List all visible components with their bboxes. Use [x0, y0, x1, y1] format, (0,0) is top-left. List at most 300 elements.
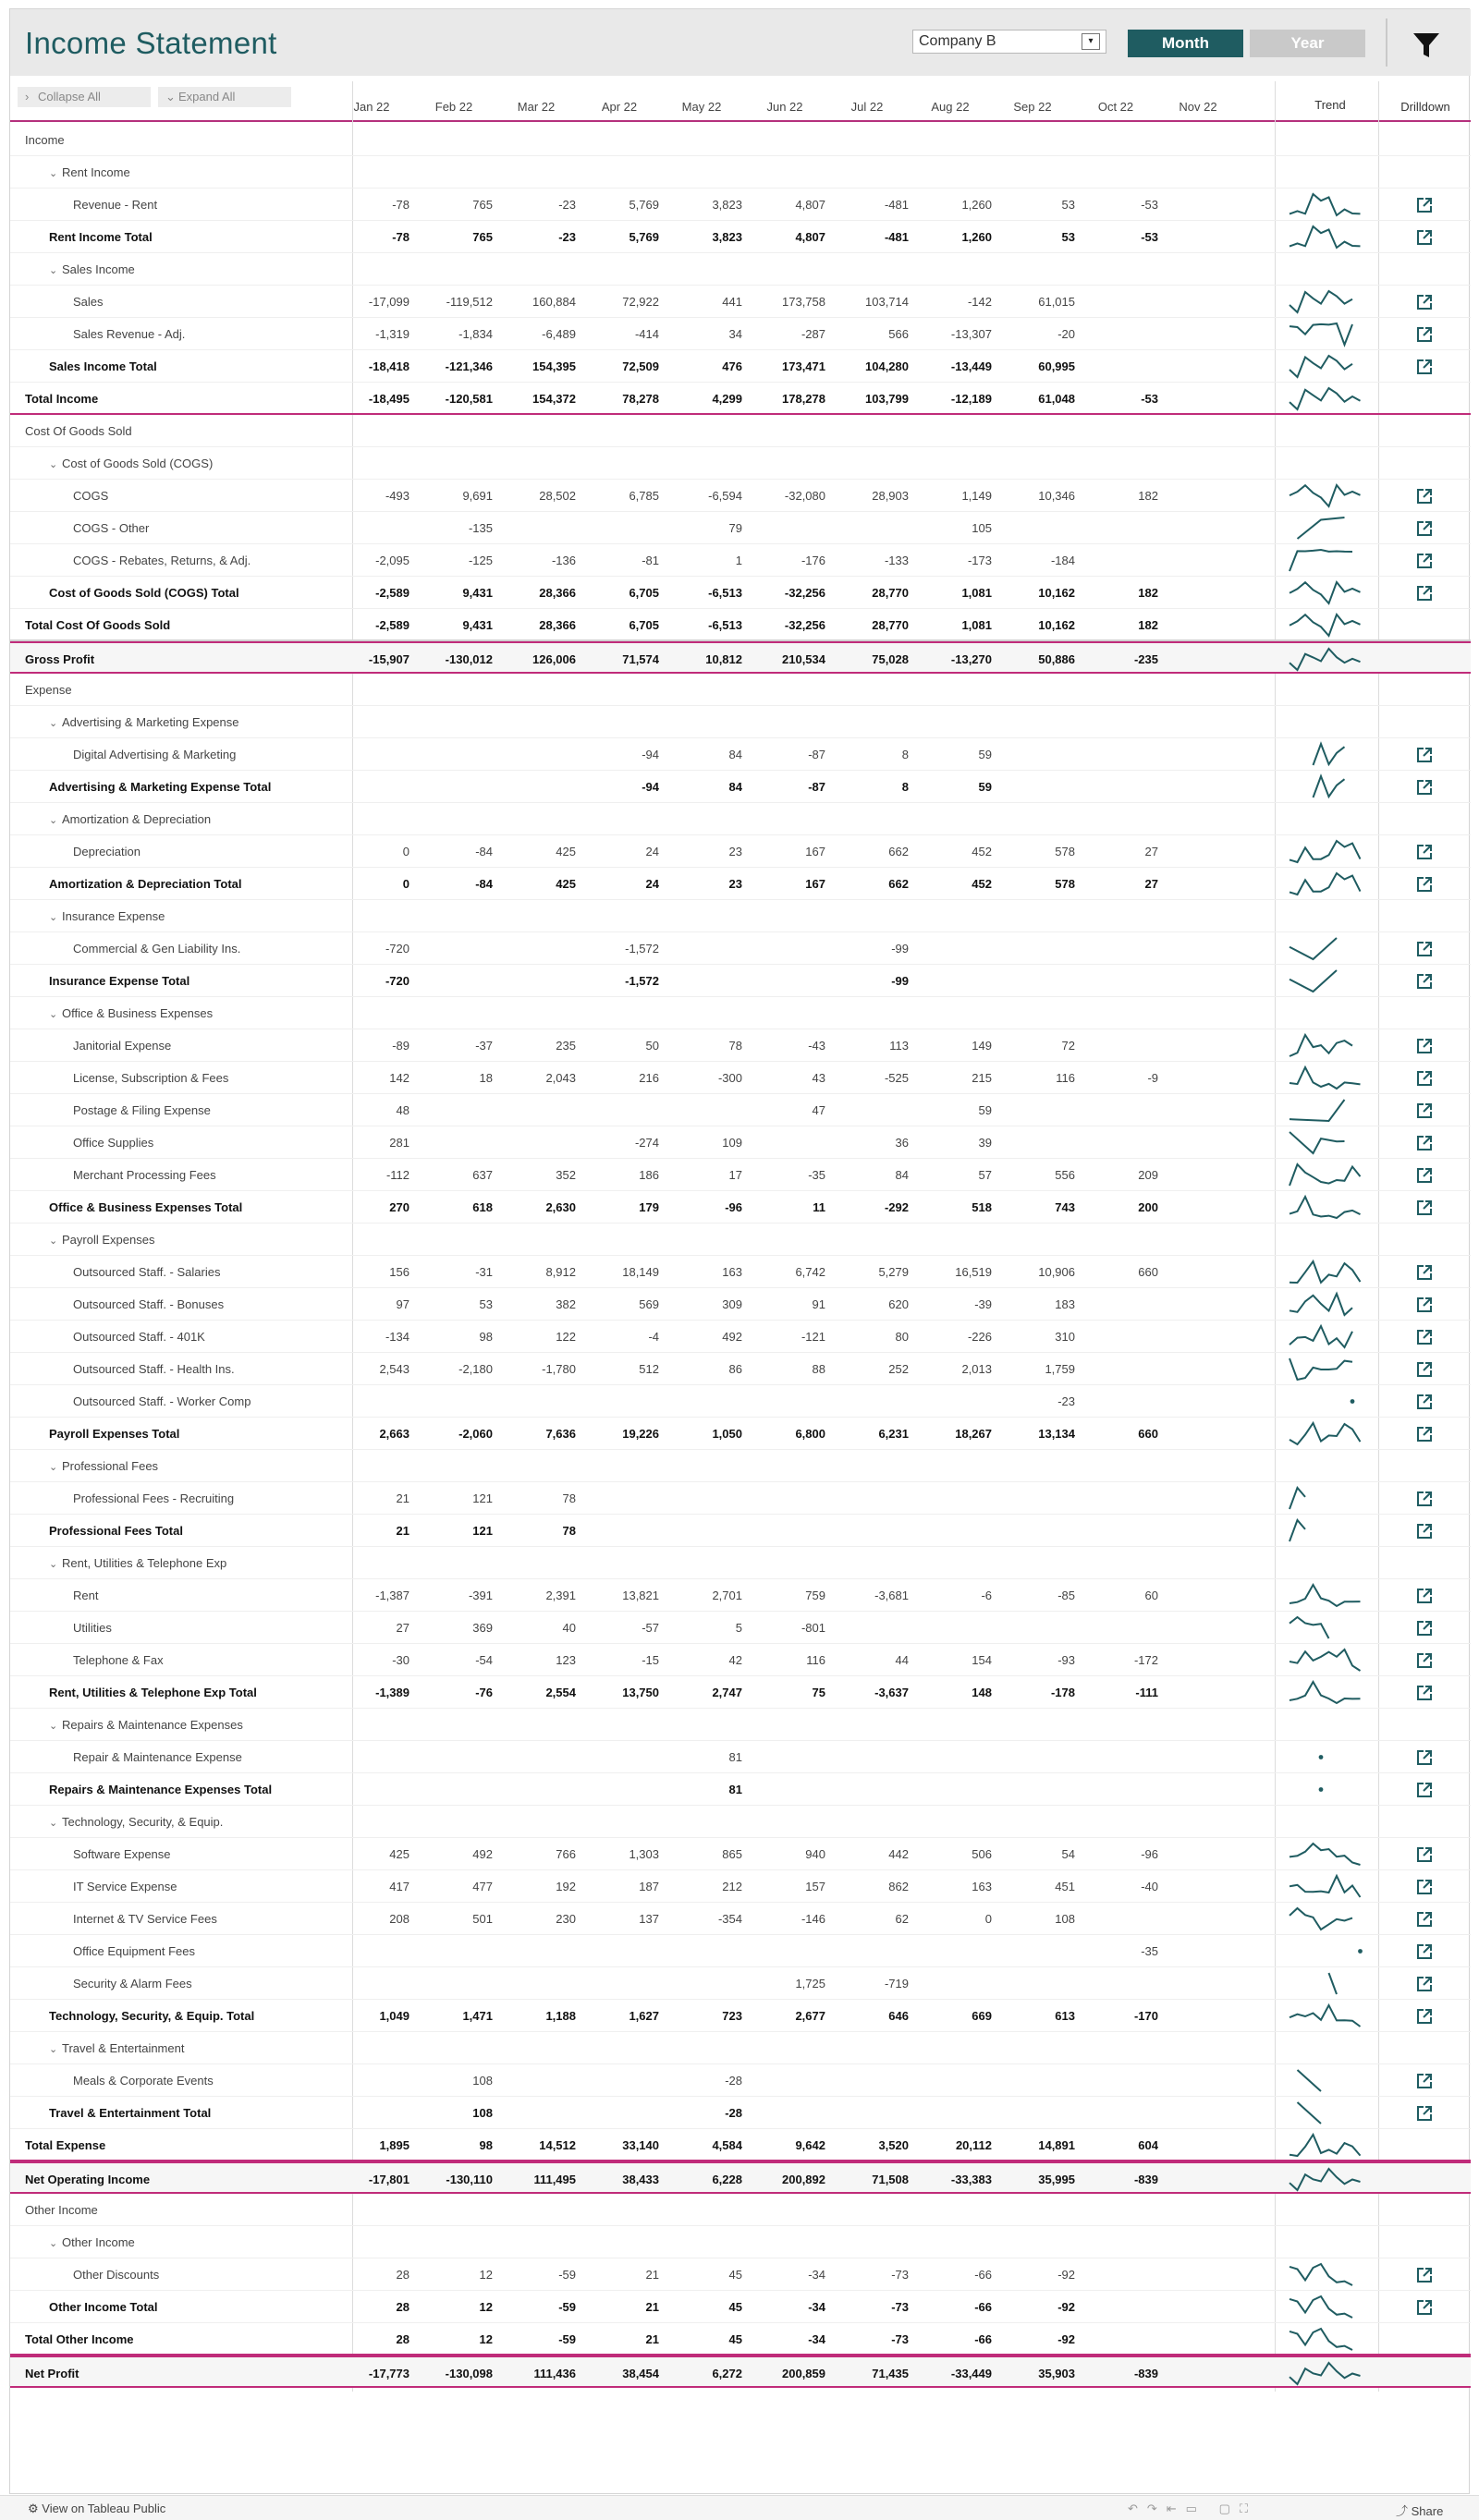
value-cell: 6,228	[712, 2173, 742, 2186]
value-cell: 18,149	[622, 1265, 659, 1279]
value-cell: -34	[808, 2300, 825, 2314]
chevron-down-icon[interactable]: ⌄	[49, 1559, 58, 1570]
row-label	[49, 1459, 158, 1473]
value-cell: 23	[728, 845, 742, 858]
row-label-text: Commercial & Gen Liability Ins.	[73, 942, 241, 956]
value-cell: -136	[551, 554, 576, 567]
value-cell: -99	[891, 942, 909, 956]
value-cell: -20	[1057, 327, 1075, 341]
value-cell: 27	[396, 1621, 409, 1635]
value-cell: 192	[556, 1880, 576, 1893]
trend-sparkline	[1284, 2325, 1376, 2354]
row-label-text: Sales	[73, 295, 104, 309]
value-cell: 604	[1138, 2138, 1158, 2152]
value-cell: 6,800	[795, 1427, 825, 1441]
trend-line	[1290, 1326, 1352, 1347]
value-cell: 1,627	[629, 2009, 659, 2023]
value-cell: 35,995	[1038, 2173, 1075, 2186]
value-cell: 75	[812, 1686, 825, 1699]
value-cell: 79	[728, 521, 742, 535]
value-cell: -146	[801, 1912, 825, 1926]
trend-sparkline	[1284, 2131, 1376, 2160]
value-cell: -720	[385, 942, 409, 956]
table-row	[10, 1029, 1471, 1062]
value-cell: 723	[722, 2009, 742, 2023]
value-cell: 4,299	[712, 392, 742, 406]
drilldown-icon[interactable]	[1415, 1263, 1434, 1282]
value-cell: 61,015	[1038, 295, 1075, 309]
trend-sparkline	[1284, 870, 1376, 898]
row-label	[49, 2235, 135, 2249]
value-cell: 1,303	[629, 1847, 659, 1861]
value-cell: 18	[479, 1071, 493, 1085]
table-row	[10, 1838, 1471, 1870]
value-cell: -125	[468, 554, 493, 567]
row-label-text: Sales Revenue - Adj.	[73, 327, 186, 341]
trend-line	[1290, 1067, 1361, 1089]
value-cell: -30	[392, 1653, 409, 1667]
value-cell: -87	[808, 748, 825, 761]
row-label-text: Net Operating Income	[25, 2173, 151, 2186]
row-label	[49, 1200, 242, 1214]
value-cell: 13,821	[622, 1589, 659, 1602]
value-cell: -493	[385, 489, 409, 503]
value-cell: 6,272	[712, 2367, 742, 2380]
trend-line	[1290, 1294, 1352, 1315]
row-label	[73, 1847, 171, 1861]
value-cell: -121,346	[445, 359, 493, 373]
company-dropdown[interactable]	[912, 30, 1106, 54]
value-cell: 2,747	[712, 1686, 742, 1699]
drilldown-icon[interactable]	[1415, 1781, 1434, 1799]
value-cell: 5,279	[878, 1265, 909, 1279]
table-row	[10, 1579, 1471, 1612]
value-cell: -92	[1057, 2300, 1075, 2314]
table-row	[10, 1741, 1471, 1773]
value-cell: 103,799	[865, 392, 909, 406]
trend-line	[1290, 1100, 1345, 1121]
row-label-text: Advertising & Marketing Expense	[62, 715, 239, 729]
value-cell: 16,519	[955, 1265, 992, 1279]
value-cell: 182	[1138, 586, 1158, 600]
value-cell: 137	[639, 1912, 659, 1926]
trend-line	[1290, 841, 1361, 862]
table-row	[10, 1288, 1471, 1321]
table-row	[10, 1903, 1471, 1935]
chevron-down-icon[interactable]: ⌄	[49, 265, 58, 276]
row-label	[49, 230, 153, 244]
table-row[interactable]	[10, 900, 1471, 932]
table-row	[10, 350, 1471, 383]
value-cell: 5,769	[629, 230, 659, 244]
table-row	[10, 1967, 1471, 2000]
row-label-text: Professional Fees Total	[49, 1524, 183, 1538]
trend-line	[1290, 1358, 1352, 1380]
value-cell: 45	[728, 2268, 742, 2282]
value-cell: 660	[1138, 1265, 1158, 1279]
drilldown-icon[interactable]	[1415, 2104, 1434, 2123]
value-cell: 4,807	[795, 198, 825, 212]
drilldown-icon[interactable]	[1415, 940, 1434, 958]
row-label-text: Outsourced Staff. - Health Ins.	[73, 1362, 235, 1376]
value-cell: 210,534	[782, 652, 825, 666]
value-cell: 8	[901, 748, 909, 761]
value-cell: 154	[972, 1653, 992, 1667]
dashboard-frame	[9, 8, 1470, 2494]
row-label-text: Cost of Goods Sold (COGS) Total	[49, 586, 239, 600]
value-cell: 10,812	[705, 652, 742, 666]
value-cell: -34	[808, 2268, 825, 2282]
row-label	[73, 1362, 235, 1376]
drilldown-icon[interactable]	[1415, 843, 1434, 861]
chevron-down-icon[interactable]: ⌄	[49, 2044, 58, 2055]
drilldown-icon[interactable]	[1415, 293, 1434, 311]
trend-line	[1298, 517, 1345, 539]
drilldown-icon[interactable]	[1415, 584, 1434, 603]
drilldown-icon[interactable]	[1415, 2266, 1434, 2284]
trend-sparkline	[1284, 384, 1376, 413]
value-cell: -525	[884, 1071, 909, 1085]
row-label-text: Cost of Goods Sold (COGS)	[62, 457, 214, 470]
value-cell: 382	[556, 1297, 576, 1311]
value-cell: 179	[639, 1200, 659, 1214]
row-label	[73, 1880, 177, 1893]
value-cell: 501	[472, 1912, 493, 1926]
table-row	[10, 2356, 1471, 2388]
row-label-text: Amortization & Depreciation	[62, 812, 212, 826]
value-cell: 14,512	[539, 2138, 576, 2152]
value-cell: 80	[895, 1330, 909, 1344]
value-cell: 45	[728, 2332, 742, 2346]
drilldown-icon[interactable]	[1415, 1199, 1434, 1217]
drilldown-icon[interactable]	[1415, 552, 1434, 570]
drilldown-icon[interactable]	[1415, 1748, 1434, 1767]
value-cell: -2,095	[375, 554, 409, 567]
row-label	[25, 424, 132, 438]
chevron-down-icon[interactable]: ▾	[1082, 33, 1100, 50]
value-cell: -3,681	[874, 1589, 909, 1602]
trend-sparkline	[1284, 1161, 1376, 1189]
value-cell: 71,435	[872, 2367, 909, 2380]
row-label	[49, 1006, 213, 1020]
drilldown-icon[interactable]	[1415, 1587, 1434, 1605]
drilldown-icon[interactable]	[1415, 519, 1434, 538]
value-cell: 2,043	[545, 1071, 576, 1085]
value-cell: 369	[472, 1621, 493, 1635]
trend-line	[1290, 2329, 1352, 2350]
income-statement-table	[10, 124, 1471, 2388]
value-cell: 28,770	[872, 618, 909, 632]
drilldown-icon[interactable]	[1415, 1425, 1434, 1443]
trend-line	[1290, 1844, 1361, 1865]
drilldown-icon[interactable]	[1415, 2072, 1434, 2090]
row-label	[73, 1977, 192, 1990]
trend-sparkline	[1284, 1322, 1376, 1351]
drilldown-icon[interactable]	[1415, 358, 1434, 376]
drilldown-icon[interactable]	[1415, 1684, 1434, 1702]
value-cell: 743	[1055, 1200, 1075, 1214]
table-row[interactable]	[10, 706, 1471, 738]
value-cell: 182	[1138, 618, 1158, 632]
table-row[interactable]	[10, 156, 1471, 189]
trend-sparkline	[1284, 320, 1376, 348]
chevron-down-icon[interactable]: ⌄	[49, 168, 58, 179]
value-cell: 452	[972, 877, 992, 891]
drilldown-icon[interactable]	[1415, 325, 1434, 344]
drilldown-icon[interactable]	[1415, 746, 1434, 764]
drilldown-icon[interactable]	[1415, 1845, 1434, 1864]
drilldown-icon[interactable]	[1415, 2007, 1434, 2026]
drilldown-icon[interactable]	[1415, 1037, 1434, 1055]
value-cell: -391	[468, 1589, 493, 1602]
value-cell: -15	[642, 1653, 659, 1667]
value-cell: -173	[967, 554, 992, 567]
row-label-text: Rent	[73, 1589, 99, 1602]
value-cell: -120,581	[445, 392, 493, 406]
drilldown-icon[interactable]	[1415, 972, 1434, 991]
value-cell: 71,574	[622, 652, 659, 666]
value-cell: 28,770	[872, 586, 909, 600]
chevron-down-icon[interactable]: ⌄	[49, 718, 58, 729]
month-toggle-button[interactable]: Month	[1128, 30, 1243, 57]
table-row	[10, 1191, 1471, 1223]
view-on-tableau-link[interactable]: ⚙ View on Tableau Public	[28, 2502, 166, 2515]
row-label-text: Sales Income	[62, 262, 135, 276]
table-row[interactable]	[10, 1547, 1471, 1579]
table-row[interactable]	[10, 1450, 1471, 1482]
filter-icon[interactable]	[1411, 30, 1442, 61]
toolbar-icons[interactable]: ↶↷⇤▭ ▢⛶	[1128, 2502, 1257, 2515]
row-label	[73, 845, 141, 858]
drilldown-icon[interactable]	[1415, 1360, 1434, 1379]
drilldown-icon[interactable]	[1415, 1619, 1434, 1637]
value-cell: -6,513	[708, 586, 742, 600]
row-label	[73, 1750, 242, 1764]
value-cell: 33,140	[622, 2138, 659, 2152]
value-cell: -23	[558, 198, 576, 212]
drilldown-icon[interactable]	[1415, 1522, 1434, 1540]
value-cell: 59	[978, 1103, 992, 1117]
table-row[interactable]	[10, 447, 1471, 480]
value-cell: 108	[472, 2074, 493, 2088]
column-header-row	[10, 81, 1471, 122]
row-label-text: Janitorial Expense	[73, 1039, 172, 1053]
row-label	[49, 2300, 158, 2314]
table-row[interactable]	[10, 2226, 1471, 2258]
value-cell: 452	[972, 845, 992, 858]
value-cell: 148	[972, 1686, 992, 1699]
value-cell: 91	[812, 1297, 825, 1311]
collapse-all-button[interactable]	[18, 87, 151, 107]
table-row	[10, 577, 1471, 609]
trend-sparkline	[1284, 1613, 1376, 1642]
chevron-down-icon[interactable]: ⌄	[49, 912, 58, 923]
trend-line	[1290, 938, 1337, 959]
value-cell: 1,260	[961, 230, 992, 244]
row-label-text: Payroll Expenses Total	[49, 1427, 180, 1441]
row-label	[73, 295, 104, 309]
value-cell: 310	[1055, 1330, 1075, 1344]
drilldown-icon[interactable]	[1415, 1393, 1434, 1411]
value-cell: -142	[967, 295, 992, 309]
table-row	[10, 2258, 1471, 2291]
trend-sparkline	[1284, 837, 1376, 866]
table-row[interactable]	[10, 253, 1471, 286]
value-cell: 103,714	[865, 295, 909, 309]
value-cell: 620	[888, 1297, 909, 1311]
value-cell: 766	[556, 1847, 576, 1861]
table-row[interactable]	[10, 2032, 1471, 2064]
table-row	[10, 480, 1471, 512]
table-row[interactable]	[10, 1806, 1471, 1838]
row-label	[49, 359, 157, 373]
row-label-text: IT Service Expense	[73, 1880, 177, 1893]
row-label	[73, 1103, 211, 1117]
table-row[interactable]	[10, 997, 1471, 1029]
value-cell: 36	[895, 1136, 909, 1150]
company-dropdown-value: Company B	[919, 33, 996, 49]
value-cell: 200,859	[782, 2367, 825, 2380]
value-cell: 43	[812, 1071, 825, 1085]
value-cell: 9,691	[462, 489, 493, 503]
year-toggle-button[interactable]: Year	[1250, 30, 1365, 57]
drilldown-icon[interactable]	[1415, 2298, 1434, 2317]
drilldown-icon[interactable]	[1415, 778, 1434, 797]
chevron-down-icon[interactable]: ⌄	[49, 2238, 58, 2249]
drilldown-icon[interactable]	[1415, 1296, 1434, 1314]
drilldown-icon[interactable]	[1415, 487, 1434, 505]
row-label	[25, 683, 72, 697]
table-row	[10, 2323, 1471, 2356]
value-cell: -6,489	[542, 327, 576, 341]
trend-sparkline	[1284, 1096, 1376, 1125]
value-cell: 613	[1055, 2009, 1075, 2023]
row-label	[49, 2041, 184, 2055]
value-cell: 1,759	[1045, 1362, 1075, 1376]
trend-line	[1290, 388, 1361, 409]
table-row[interactable]	[10, 1223, 1471, 1256]
value-cell: -2,589	[375, 618, 409, 632]
trend-line	[1290, 582, 1361, 603]
value-cell: -28	[725, 2074, 742, 2088]
value-cell: 492	[722, 1330, 742, 1344]
chevron-down-icon[interactable]: ⌄	[49, 815, 58, 826]
table-row	[10, 1126, 1471, 1159]
trend-sparkline	[1284, 190, 1376, 219]
drilldown-icon[interactable]	[1415, 1975, 1434, 1993]
trend-line	[1290, 1650, 1361, 1671]
trend-sparkline	[1284, 1646, 1376, 1674]
drilldown-icon[interactable]	[1415, 1942, 1434, 1961]
row-label	[49, 2106, 211, 2120]
chevron-down-icon[interactable]: ⌄	[49, 1236, 58, 1247]
trend-line	[1290, 1132, 1345, 1153]
value-cell: 21	[645, 2268, 659, 2282]
row-label-text: Software Expense	[73, 1847, 171, 1861]
value-cell: -235	[1133, 652, 1158, 666]
value-cell: -13,307	[950, 327, 992, 341]
drilldown-icon[interactable]	[1415, 1102, 1434, 1120]
chevron-down-icon[interactable]: ⌄	[49, 1009, 58, 1020]
value-cell: -18,495	[368, 392, 409, 406]
table-row	[10, 1644, 1471, 1676]
value-cell: 578	[1055, 845, 1075, 858]
value-cell: 81	[728, 1750, 742, 1764]
trend-line	[1329, 1973, 1338, 1994]
expand-all-button[interactable]	[158, 87, 291, 107]
row-label-text: Other Income	[25, 2203, 98, 2217]
row-label	[73, 327, 185, 341]
trend-sparkline	[1284, 1387, 1376, 1416]
table-row	[10, 512, 1471, 544]
value-cell: 21	[396, 1524, 409, 1538]
value-cell: -130,012	[445, 652, 493, 666]
value-cell: -17,801	[368, 2173, 409, 2186]
table-row[interactable]	[10, 1709, 1471, 1741]
drilldown-icon[interactable]	[1415, 1134, 1434, 1152]
value-cell: 126,006	[532, 652, 576, 666]
value-cell: 98	[479, 2138, 493, 2152]
drilldown-icon[interactable]	[1415, 1490, 1434, 1508]
value-cell: 425	[556, 845, 576, 858]
row-label	[25, 2367, 79, 2380]
row-label-text: Repairs & Maintenance Expenses	[62, 1718, 243, 1732]
drilldown-icon[interactable]	[1415, 1069, 1434, 1088]
chevron-down-icon[interactable]: ⌄	[49, 1462, 58, 1473]
drilldown-icon[interactable]	[1415, 1166, 1434, 1185]
share-button[interactable]: ⤴ Share	[1396, 2504, 1444, 2518]
drilldown-icon[interactable]	[1415, 228, 1434, 247]
trend-sparkline	[1284, 1258, 1376, 1286]
value-cell: 60	[1144, 1589, 1158, 1602]
row-label	[49, 1427, 179, 1441]
value-cell: 1,081	[961, 618, 992, 632]
trend-sparkline	[1284, 1775, 1376, 1804]
trend-line	[1314, 776, 1345, 797]
drilldown-icon[interactable]	[1415, 875, 1434, 894]
trend-sparkline	[1284, 223, 1376, 251]
drilldown-icon[interactable]	[1415, 1651, 1434, 1670]
drilldown-icon[interactable]	[1415, 1878, 1434, 1896]
table-row[interactable]	[10, 803, 1471, 835]
trend-line	[1290, 1520, 1305, 1541]
header-bar	[10, 9, 1471, 76]
header-divider	[1386, 18, 1387, 67]
table-row	[10, 1256, 1471, 1288]
row-label	[25, 2332, 134, 2346]
value-cell: -1,389	[375, 1686, 409, 1699]
value-cell: -839	[1133, 2367, 1158, 2380]
value-cell: -226	[967, 1330, 992, 1344]
chevron-down-icon[interactable]: ⌄	[49, 1721, 58, 1732]
value-cell: 182	[1138, 489, 1158, 503]
drilldown-icon[interactable]	[1415, 196, 1434, 214]
drilldown-icon[interactable]	[1415, 1910, 1434, 1929]
trend-sparkline	[1284, 1355, 1376, 1383]
value-cell: 18,267	[955, 1427, 992, 1441]
value-cell: 21	[396, 1491, 409, 1505]
table-row	[10, 1482, 1471, 1515]
value-cell: -53	[1141, 198, 1158, 212]
row-label	[73, 1297, 224, 1311]
trend-line	[1290, 323, 1352, 345]
chevron-down-icon[interactable]: ⌄	[49, 459, 58, 470]
row-label	[73, 489, 108, 503]
drilldown-icon[interactable]	[1415, 1328, 1434, 1346]
row-label-text: Telephone & Fax	[73, 1653, 164, 1667]
value-cell: 123	[556, 1653, 576, 1667]
chevron-down-icon[interactable]: ⌄	[49, 1818, 58, 1829]
